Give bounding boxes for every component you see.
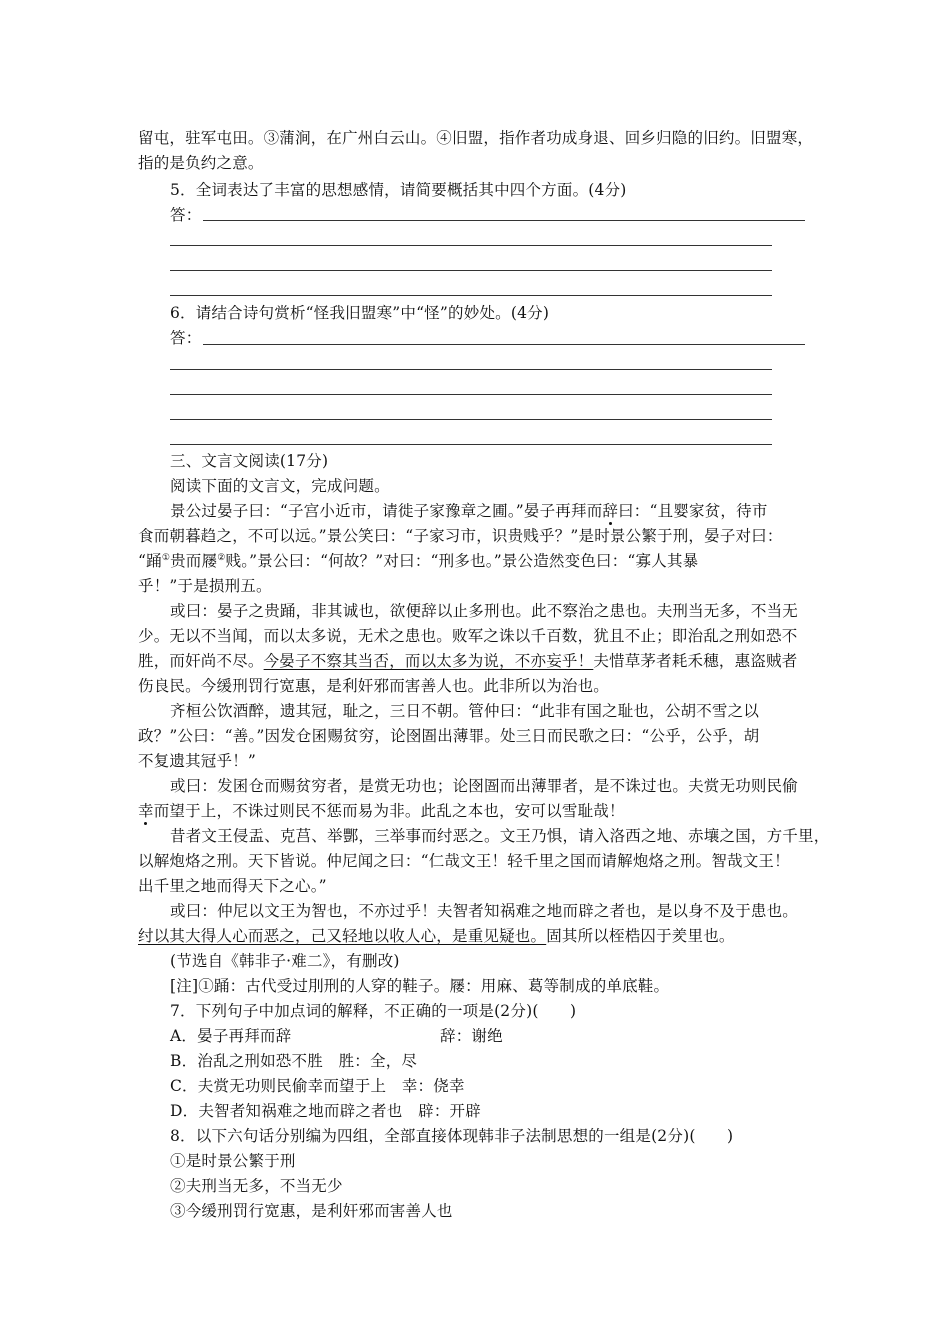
passage-source: (节选自《韩非子·难二》，有删改) — [170, 952, 400, 970]
note-continuation-line-2: 指的是负约之意。 — [138, 154, 264, 172]
answer-line-6-4[interactable] — [170, 419, 772, 420]
passage-p3-line1: 齐桓公饮酒醉，遗其冠，耻之，三日不朝。管仲曰：“此非有国之耻也，公胡不雪之以 — [170, 702, 760, 720]
q7-option-c[interactable]: C．夫赏无功则民偷幸而望于上 幸：侥幸 — [170, 1077, 465, 1095]
underlined-sentence-2: 纣以其大得人心而恶之，己又轻地以收人心，是重见疑也。 — [138, 927, 547, 945]
q7-option-a-gloss: 辞：谢绝 — [440, 1027, 503, 1045]
q7-option-b[interactable]: B．治乱之刑如恐不胜 胜：全，尽 — [170, 1052, 418, 1070]
underlined-sentence-1: 今晏子不察其当否，而以太多为说，不亦妄乎！ — [263, 652, 594, 670]
answer-line-5-2[interactable] — [170, 245, 772, 246]
text-span: 贵而屦 — [170, 552, 218, 570]
answer-line-6-3[interactable] — [170, 394, 772, 395]
answer-line-6-5[interactable] — [170, 444, 772, 445]
passage-annotation: [注]①踊：古代受过刖刑的人穿的鞋子。屦：用麻、葛等制成的单底鞋。 — [170, 977, 670, 995]
passage-p2-line3 — [138, 651, 797, 671]
option-a-text: A．晏子再拜而辞 — [170, 1027, 292, 1045]
q8-item-2: ②夫刑当无多，不当无少 — [170, 1177, 343, 1195]
passage-p3-line2: 政？”公曰：“善。”因发仓囷赐贫穷，论囹圄出薄罪。处三日而民歌之曰：“公乎，公乎，胡 — [138, 727, 760, 745]
text-span: 夫惜草茅者耗禾穗，惠盗贼者 — [593, 652, 798, 670]
passage-p2-line4: 伤良民。今缓刑罚行宽惠，是利奸邪而害善人也。此非所以为治也。 — [138, 677, 610, 695]
text-span: 贱。”景公曰：“何故？”对曰：“刑多也。”景公造然变色曰：“寡人其暴 — [225, 552, 699, 570]
passage-p5-line3: 出千里之地而得天下之心。” — [138, 877, 327, 895]
passage-p2-line1: 或曰：晏子之贵踊，非其诚也，欲便辞以止多刑也。此不察治之患也。夫刑当无多，不当无 — [170, 602, 799, 620]
answer-line-5-1[interactable] — [203, 220, 805, 221]
q8-item-1: ①是时景公繁于刑 — [170, 1152, 296, 1170]
text-span: 而望于上，不诛过则民不惩而易为非。此乱之本也，安可以雪耻哉！ — [153, 802, 625, 820]
question-5: 5．全词表达了丰富的思想感情，请简要概括其中四个方面。(4分) — [170, 181, 627, 199]
answer-line-5-3[interactable] — [170, 270, 772, 271]
note-continuation-line-1: 留屯，驻军屯田。③蒲涧，在广州白云山。④旧盟，指作者功成身退、回乡归隐的旧约。旧盟寒， — [138, 129, 814, 147]
answer-label-6: 答： — [170, 329, 202, 347]
passage-p1-line2: 食而朝暮趋之，不可以远。”景公笑曰：“子家习市，识贵贱乎？”是时景公繁于刑，晏子对曰： — [138, 527, 783, 545]
answer-line-6-1[interactable] — [203, 344, 805, 345]
q8-item-3: ③今缓刑罚行宽惠，是利奸邪而害善人也 — [170, 1202, 453, 1220]
text-span: 景公过晏子曰：“子宫小近市，请徙子家豫章之圃。”晏子再拜而 — [170, 502, 603, 520]
answer-line-5-4[interactable] — [170, 295, 772, 296]
passage-p3-line3: 不复遗其冠乎！” — [138, 752, 257, 770]
question-8: 8．以下六句话分别编为四组，全部直接体现韩非子法制思想的一组是(2分)( ) — [170, 1127, 734, 1145]
footnote-marker-1: ① — [161, 552, 171, 563]
q7-option-a[interactable] — [170, 1026, 291, 1046]
passage-p1-line1 — [170, 501, 768, 521]
text-span: 固其所以桎梏囚于羑里也。 — [546, 927, 735, 945]
question-7: 7．下列句子中加点词的解释，不正确的一项是(2分)( ) — [170, 1002, 577, 1020]
section-heading: 三、文言文阅读(17分) — [170, 452, 329, 470]
passage-p6-line1: 或曰：仲尼以文王为智也，不亦过乎！夫智者知祸难之地而辟之者也，是以身不及于患也。 — [170, 902, 799, 920]
text-span: 胜，而奸尚不尽。 — [138, 652, 264, 670]
passage-p1-line4: 乎！”于是损刑五。 — [138, 577, 272, 595]
q7-option-d[interactable]: D．夫智者知祸难之地而辟之者也 辟：开辟 — [170, 1102, 481, 1120]
passage-p2-line2: 少。无以不当闻，而以太多说，无术之患也。败军之诛以千百数，犹且不止；即治乱之刑如恐不 — [138, 627, 798, 645]
dotted-word-xing: 幸 — [138, 802, 154, 820]
answer-label-5: 答： — [170, 206, 202, 224]
section-instruction: 阅读下面的文言文，完成问题。 — [170, 477, 390, 495]
dotted-word-ci: 辞 — [602, 502, 619, 520]
text-span: “踊 — [138, 552, 162, 570]
question-6: 6．请结合诗句赏析“怪我旧盟寒”中“怪”的妙处。(4分) — [170, 304, 550, 322]
passage-p5-line1: 昔者文王侵盂、克莒、举酆，三举事而纣恶之。文王乃惧，请入洛西之地、赤壤之国，方千里， — [170, 827, 830, 845]
passage-p6-line2 — [138, 926, 735, 946]
passage-p5-line2: 以解炮烙之刑。天下皆说。仲尼闻之曰：“仁哉文王！轻千里之国而请解炮烙之刑。智哉文王！ — [138, 852, 790, 870]
footnote-marker-2: ② — [217, 552, 226, 563]
passage-p4-line1: 或曰：发囷仓而赐贫穷者，是赏无功也；论囹圄而出薄罪者，是不诛过也。夫赏无功则民偷 — [170, 777, 799, 795]
passage-p4-line2 — [138, 801, 625, 821]
text-span: 曰：“且婴家贫，待市 — [618, 502, 768, 520]
answer-line-6-2[interactable] — [170, 369, 772, 370]
passage-p1-line3 — [138, 551, 698, 571]
